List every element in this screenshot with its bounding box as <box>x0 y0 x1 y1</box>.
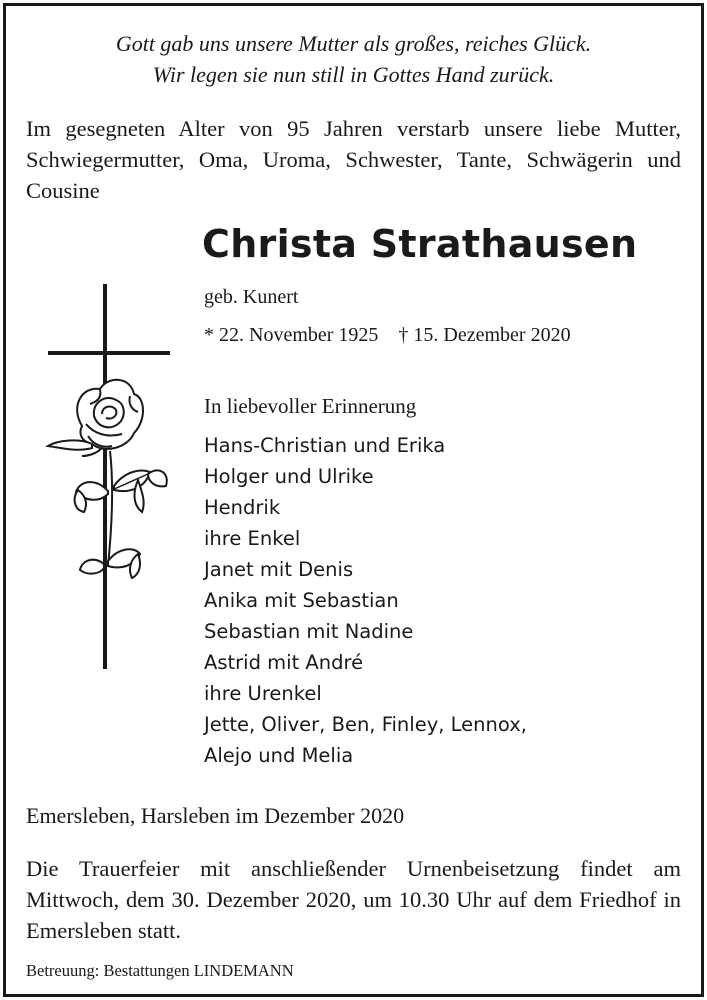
life-dates <box>204 324 571 347</box>
mourners-list <box>204 430 527 771</box>
deceased-name: Christa Strathausen <box>202 222 638 266</box>
death-date: † 15. Dezember 2020 <box>398 324 571 346</box>
mourner-line: ihre Urenkel <box>204 682 322 705</box>
mourner-line: Janet mit Denis <box>204 558 354 581</box>
mourner-line: Astrid mit André <box>204 651 364 674</box>
obituary-frame <box>3 3 704 997</box>
service-credit: Betreuung: Bestattungen LINDEMANN <box>26 961 294 980</box>
intro-text: Im gesegneten Alter von 95 Jahren verstarb unsere liebe Mutter, Schwiegermutter, Oma, Uroma, Schwester, Tante, Schwägerin und Cousine <box>26 116 681 203</box>
mourner-line: Alejo und Melia <box>204 744 354 767</box>
mourner-line: ihre Enkel <box>204 527 301 550</box>
motto-line-1: Gott gab uns unsere Mutter als großes, reiches Glück. <box>115 31 592 56</box>
mourner-line: Hendrik <box>204 496 281 519</box>
birth-name: geb. Kunert <box>204 286 299 308</box>
motto-line-2: Wir legen sie nun still in Gottes Hand zurück. <box>152 62 555 87</box>
mourner-line: Sebastian mit Nadine <box>204 620 414 643</box>
mourner-line: Holger und Ulrike <box>204 465 374 488</box>
motto <box>6 28 701 90</box>
place-and-date: Emersleben, Harsleben im Dezember 2020 <box>26 803 405 828</box>
mourner-line: Hans-Christian und Erika <box>204 434 446 457</box>
remembrance-heading: In liebevoller Erinnerung <box>204 394 417 418</box>
mourner-line: Anika mit Sebastian <box>204 589 399 612</box>
cross-with-rose-icon <box>42 276 182 676</box>
funeral-notice: Die Trauerfeier mit anschließender Urnenbeisetzung findet am Mittwoch, dem 30. Dezember 2020, um 10.30 Uhr auf dem Friedhof in Emersleben statt. <box>26 856 681 943</box>
birth-date: * 22. November 1925 <box>204 324 379 346</box>
mourner-line: Jette, Oliver, Ben, Finley, Lennox, <box>204 713 527 736</box>
